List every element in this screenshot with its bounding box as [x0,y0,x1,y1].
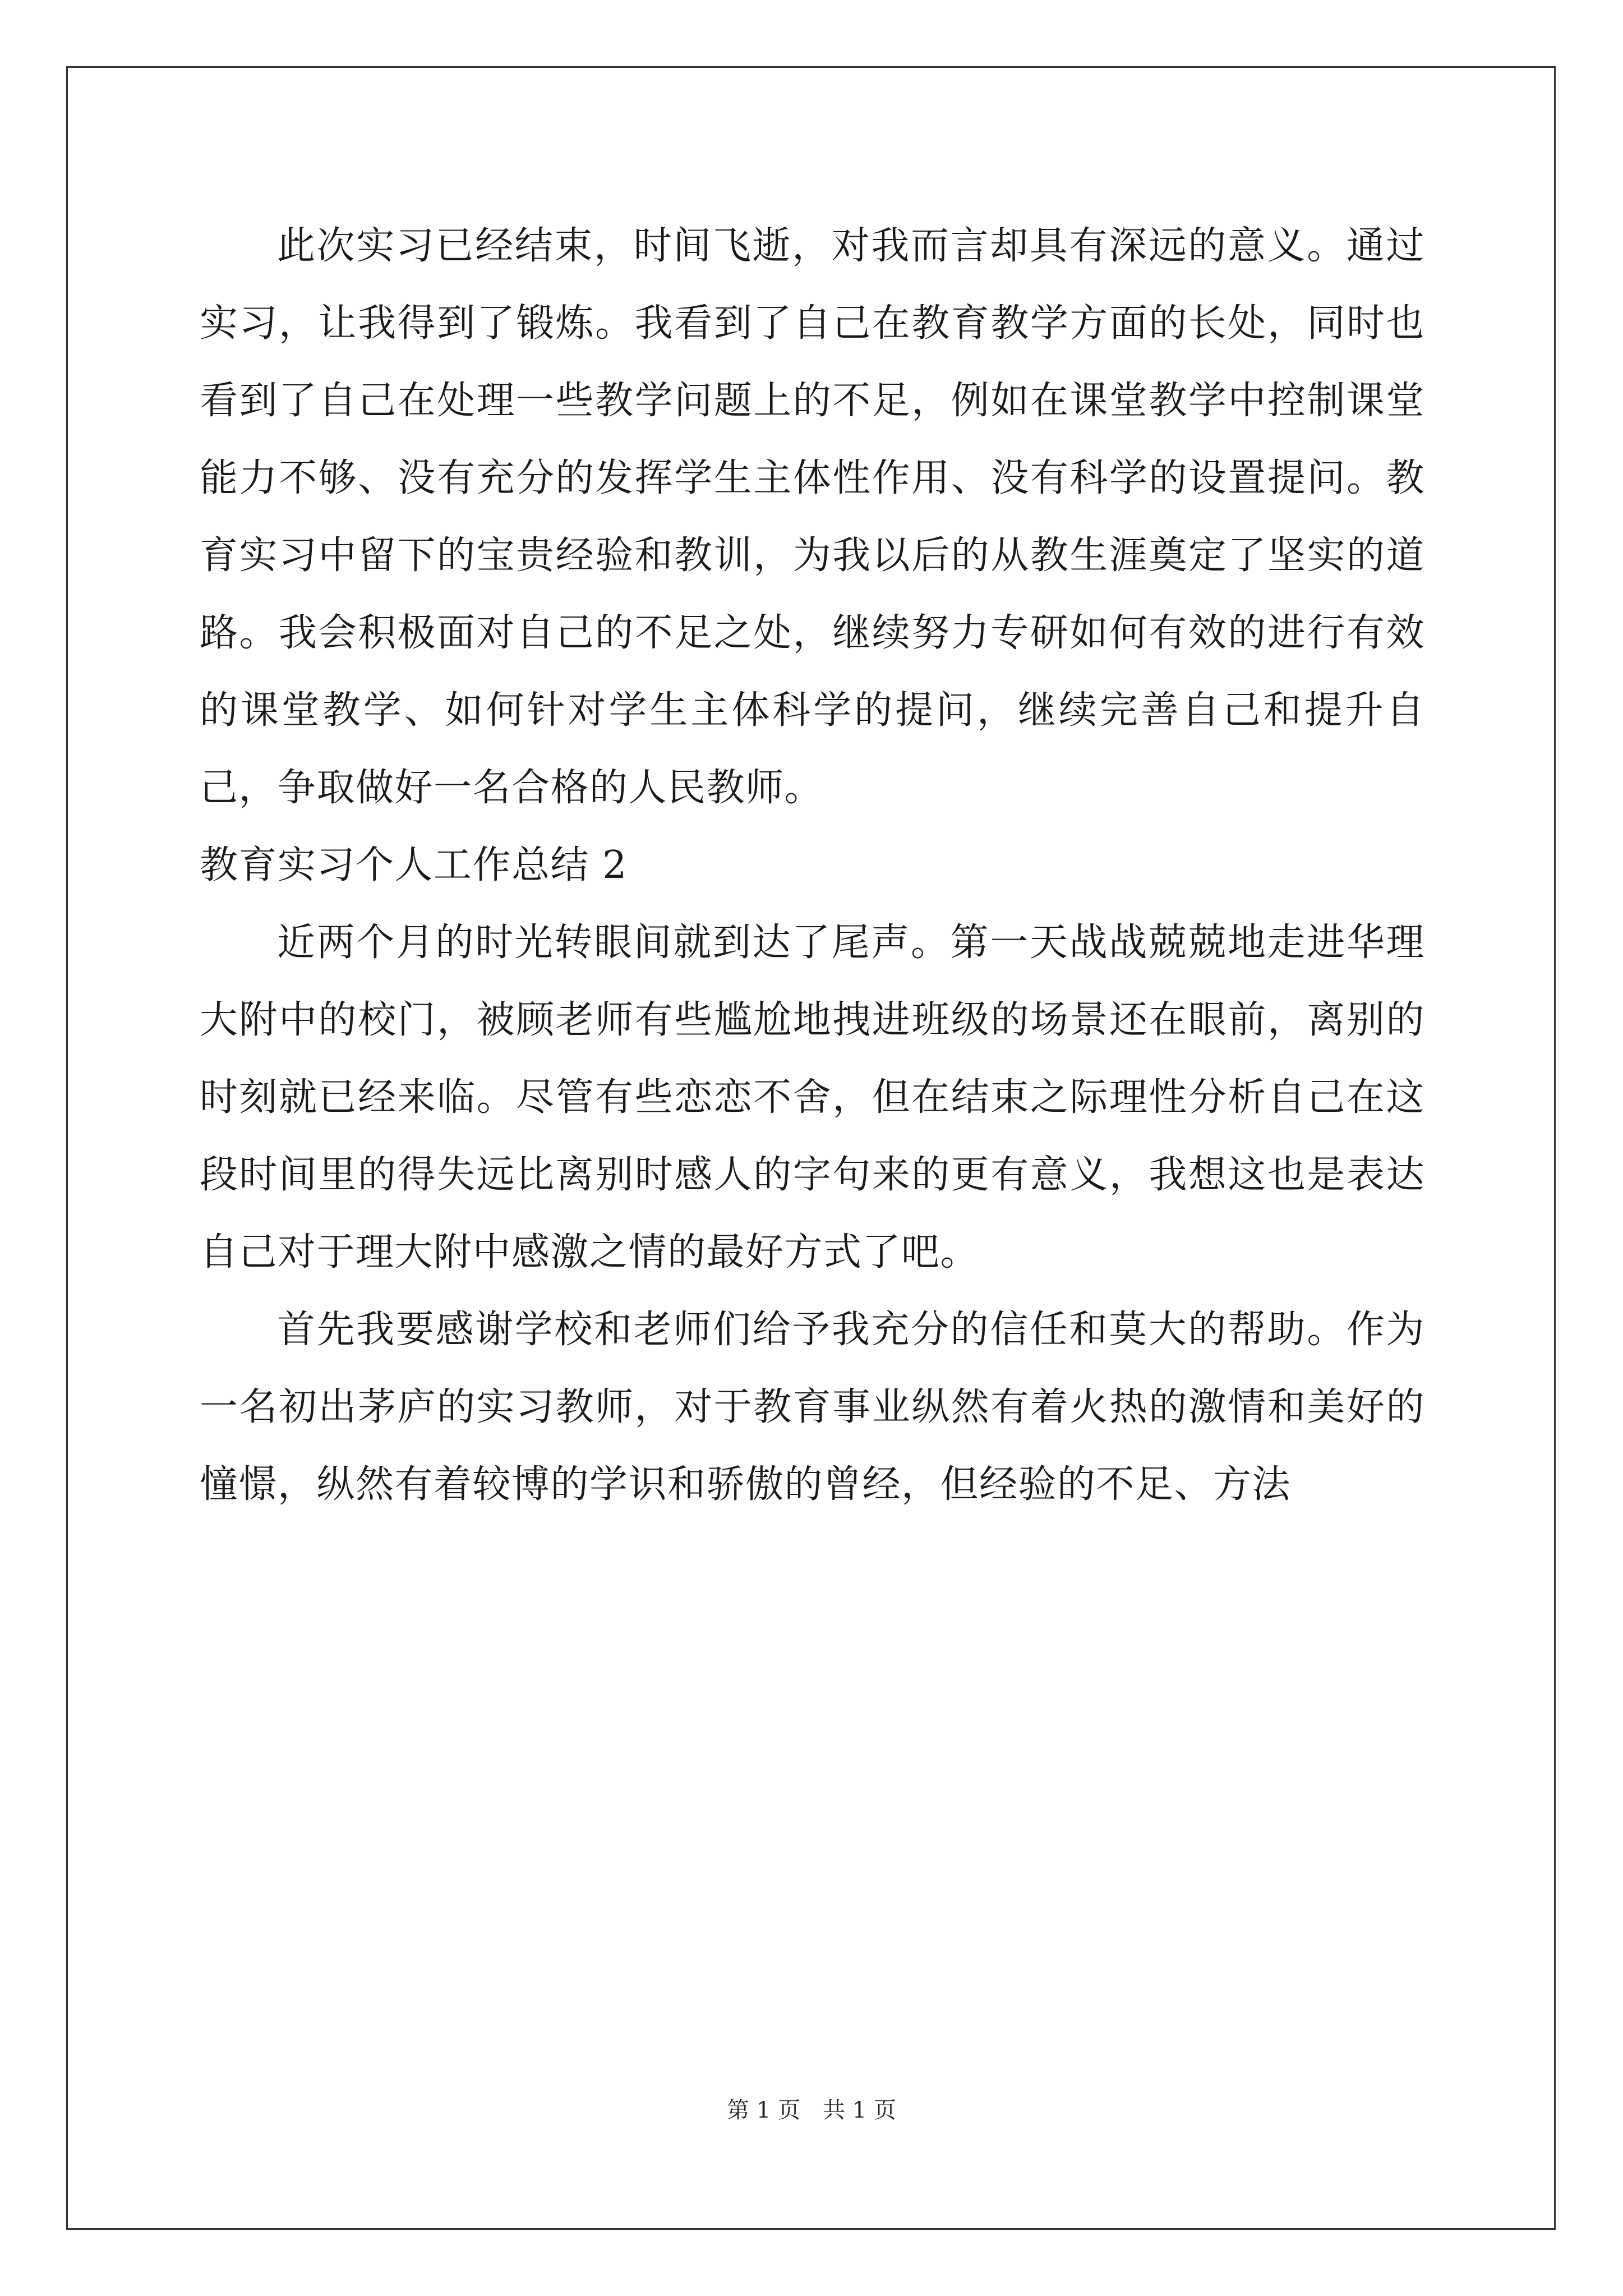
page-number: 第 1 页 [727,2097,800,2123]
section-heading: 教育实习个人工作总结 2 [200,843,628,887]
page-footer [0,2092,1623,2124]
paragraph-2: 近两个月的时光转眼间就到达了尾声。第一天战战兢兢地走进华理大附中的校门，被顾老师有些尴尬地拽进班级的场景还在眼前，离别的时刻就已经来临。尽管有些恋恋不舍，但在结束之际理性分析自己在这段时间里的得失远比离别时感人的字句来的更有意义，我想这也是表达自己对于理大附中感激之情的最好方式了吧。 [200,921,1425,1274]
page-total: 共 1 页 [823,2097,896,2123]
paragraph-1: 此次实习已经结束，时间飞逝，对我而言却具有深远的意义。通过实习，让我得到了锻炼。我看到了自己在教育教学方面的长处，同时也看到了自己在处理一些教学问题上的不足，例如在课堂教学中控制课堂能力不够、没有充分的发挥学生主体性作用、没有科学的设置提问。教育实习中留下的宝贵经验和教训，为我以后的从教生涯奠定了坚实的道路。我会积极面对自己的不足之处，继续努力专研如何有效的进行有效的课堂教学、如何针对学生主体科学的提问，继续完善自己和提升自己，争取做好一名合格的人民教师。 [200,224,1425,810]
document-body [200,208,1425,1524]
paragraph-3: 首先我要感谢学校和老师们给予我充分的信任和莫大的帮助。作为一名初出茅庐的实习教师，对于教育事业纵然有着火热的激情和美好的憧憬，纵然有着较博的学识和骄傲的曾经，但经验的不足、方法 [200,1308,1425,1507]
